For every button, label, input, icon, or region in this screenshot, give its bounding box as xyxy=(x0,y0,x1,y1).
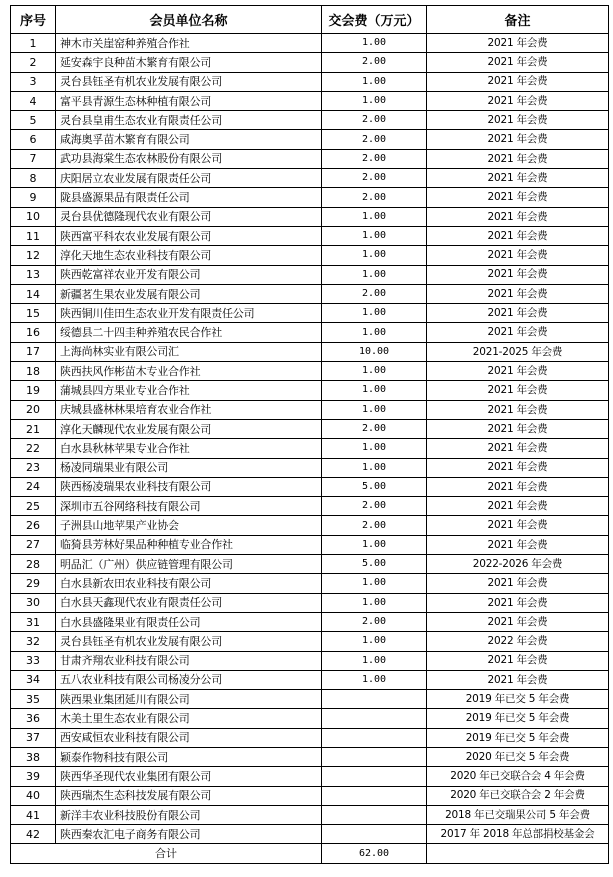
row-note: 2020 年已交联合会 2 年会费 xyxy=(427,786,609,805)
row-number: 5 xyxy=(11,111,56,130)
fee-amount: 1.00 xyxy=(322,265,427,284)
table-row xyxy=(11,400,609,419)
fee-amount: 2.00 xyxy=(322,497,427,516)
row-number: 9 xyxy=(11,188,56,207)
fee-amount: 2.00 xyxy=(322,149,427,168)
table-row xyxy=(11,381,609,400)
row-note: 2021 年会费 xyxy=(427,670,609,689)
fee-amount: 2.00 xyxy=(322,53,427,72)
member-name: 陕西秦农汇电子商务有限公司 xyxy=(56,825,322,844)
fee-amount: 1.00 xyxy=(322,439,427,458)
fee-amount: 1.00 xyxy=(322,381,427,400)
row-number: 10 xyxy=(11,207,56,226)
table-row xyxy=(11,612,609,631)
row-note: 2021 年会费 xyxy=(427,458,609,477)
fee-amount: 1.00 xyxy=(322,670,427,689)
row-note: 2021 年会费 xyxy=(427,188,609,207)
member-name: 白水县秋林苹果专业合作社 xyxy=(56,439,322,458)
member-name: 灵台县优德隆现代农业有限公司 xyxy=(56,207,322,226)
fee-amount xyxy=(322,805,427,824)
member-name: 西安咸恒农业科技有限公司 xyxy=(56,728,322,747)
member-name: 白水县新农田农业科技有限公司 xyxy=(56,574,322,593)
row-note: 2019 年已交 5 年会费 xyxy=(427,690,609,709)
member-name: 咸海奥孚苗木繁育有限公司 xyxy=(56,130,322,149)
table-row xyxy=(11,709,609,728)
table-row xyxy=(11,342,609,361)
fee-amount: 2.00 xyxy=(322,419,427,438)
member-name: 明品汇（广州）供应链管理有限公司 xyxy=(56,555,322,574)
row-note: 2021 年会费 xyxy=(427,381,609,400)
fee-amount: 1.00 xyxy=(322,651,427,670)
table-row xyxy=(11,593,609,612)
fee-amount xyxy=(322,728,427,747)
fee-amount: 1.00 xyxy=(322,574,427,593)
fee-amount: 1.00 xyxy=(322,246,427,265)
table-row xyxy=(11,323,609,342)
row-note: 2021 年会费 xyxy=(427,149,609,168)
row-note: 2021 年会费 xyxy=(427,72,609,91)
row-number: 27 xyxy=(11,535,56,554)
row-number: 3 xyxy=(11,72,56,91)
row-note: 2021 年会费 xyxy=(427,53,609,72)
total-row xyxy=(11,844,609,863)
header-note: 备注 xyxy=(427,6,609,34)
table-row xyxy=(11,246,609,265)
fee-amount: 1.00 xyxy=(322,72,427,91)
row-number: 35 xyxy=(11,690,56,709)
member-name: 陕西铜川佳田生态农业开发有限责任公司 xyxy=(56,304,322,323)
member-name: 陕西扶风作彬苗木专业合作社 xyxy=(56,362,322,381)
table-row xyxy=(11,574,609,593)
fee-amount: 1.00 xyxy=(322,304,427,323)
member-name: 绥德县二十四圭种养殖农民合作社 xyxy=(56,323,322,342)
fee-amount: 1.00 xyxy=(322,458,427,477)
row-note: 2021 年会费 xyxy=(427,419,609,438)
row-number: 19 xyxy=(11,381,56,400)
row-note: 2021 年会费 xyxy=(427,497,609,516)
row-number: 26 xyxy=(11,516,56,535)
row-number: 2 xyxy=(11,53,56,72)
row-number: 20 xyxy=(11,400,56,419)
table-row xyxy=(11,728,609,747)
row-note: 2021 年会费 xyxy=(427,265,609,284)
row-number: 22 xyxy=(11,439,56,458)
row-note: 2021 年会费 xyxy=(427,362,609,381)
row-note: 2021 年会费 xyxy=(427,246,609,265)
row-note: 2021 年会费 xyxy=(427,130,609,149)
member-name: 陕西华圣现代农业集团有限公司 xyxy=(56,767,322,786)
row-note: 2021 年会费 xyxy=(427,323,609,342)
member-name: 木美土里生态农业有限公司 xyxy=(56,709,322,728)
member-name: 灵台县皇甫生态农业有限责任公司 xyxy=(56,111,322,130)
member-name: 武功县海棠生态农林股份有限公司 xyxy=(56,149,322,168)
row-number: 24 xyxy=(11,477,56,496)
member-name: 新洋丰农业科技股份有限公司 xyxy=(56,805,322,824)
row-number: 21 xyxy=(11,419,56,438)
table-row xyxy=(11,477,609,496)
header-fee: 交会费（万元） xyxy=(322,6,427,34)
fee-amount: 2.00 xyxy=(322,130,427,149)
fee-amount xyxy=(322,690,427,709)
member-name: 庆阳居立农业发展有限责任公司 xyxy=(56,169,322,188)
row-note: 2021 年会费 xyxy=(427,226,609,245)
fee-amount: 1.00 xyxy=(322,323,427,342)
member-name: 颖泰作物科技有限公司 xyxy=(56,747,322,766)
row-number: 4 xyxy=(11,91,56,110)
fee-amount: 5.00 xyxy=(322,477,427,496)
table-row xyxy=(11,188,609,207)
fee-amount: 1.00 xyxy=(322,535,427,554)
row-number: 42 xyxy=(11,825,56,844)
row-number: 16 xyxy=(11,323,56,342)
row-note: 2021 年会费 xyxy=(427,91,609,110)
member-name: 上海尚林实业有限公司汇 xyxy=(56,342,322,361)
row-note: 2021 年会费 xyxy=(427,593,609,612)
member-name: 白水县盛隆果业有限责任公司 xyxy=(56,612,322,631)
row-number: 18 xyxy=(11,362,56,381)
row-note: 2021 年会费 xyxy=(427,612,609,631)
table-row xyxy=(11,767,609,786)
row-note: 2020 年已交 5 年会费 xyxy=(427,747,609,766)
table-row xyxy=(11,535,609,554)
row-number: 34 xyxy=(11,670,56,689)
row-number: 8 xyxy=(11,169,56,188)
member-name: 淳化天地生态农业科技有限公司 xyxy=(56,246,322,265)
row-number: 30 xyxy=(11,593,56,612)
table-row xyxy=(11,516,609,535)
row-number: 40 xyxy=(11,786,56,805)
member-name: 白水县天鑫现代农业有限责任公司 xyxy=(56,593,322,612)
member-name: 蒲城县四方果业专业合作社 xyxy=(56,381,322,400)
table-row xyxy=(11,786,609,805)
table-row xyxy=(11,265,609,284)
row-note: 2021 年会费 xyxy=(427,207,609,226)
table-row xyxy=(11,825,609,844)
table-row xyxy=(11,91,609,110)
fee-amount: 2.00 xyxy=(322,284,427,303)
member-name: 延安森宇良种苗木繁育有限公司 xyxy=(56,53,322,72)
table-row xyxy=(11,747,609,766)
member-name: 神木市关崖窑种养殖合作社 xyxy=(56,34,322,53)
row-number: 12 xyxy=(11,246,56,265)
table-row xyxy=(11,53,609,72)
member-name: 陕西乾富祥农业开发有限公司 xyxy=(56,265,322,284)
row-number: 33 xyxy=(11,651,56,670)
table-row xyxy=(11,111,609,130)
table-row xyxy=(11,72,609,91)
row-note: 2021 年会费 xyxy=(427,439,609,458)
row-note: 2019 年已交 5 年会费 xyxy=(427,709,609,728)
member-name: 陕西瑞杰生态科技发展有限公司 xyxy=(56,786,322,805)
header-no: 序号 xyxy=(11,6,56,34)
table-row xyxy=(11,419,609,438)
row-number: 32 xyxy=(11,632,56,651)
fee-amount: 1.00 xyxy=(322,34,427,53)
row-note: 2022 年会费 xyxy=(427,632,609,651)
total-fee: 62.00 xyxy=(322,844,427,863)
fee-amount xyxy=(322,709,427,728)
row-number: 1 xyxy=(11,34,56,53)
table-row xyxy=(11,130,609,149)
row-number: 31 xyxy=(11,612,56,631)
header-row xyxy=(11,6,609,34)
table-row xyxy=(11,555,609,574)
member-name: 临猗县芳林好果品种种植专业合作社 xyxy=(56,535,322,554)
row-note: 2019 年已交 5 年会费 xyxy=(427,728,609,747)
fee-amount xyxy=(322,747,427,766)
fee-amount: 1.00 xyxy=(322,632,427,651)
fee-amount xyxy=(322,825,427,844)
row-note: 2021 年会费 xyxy=(427,284,609,303)
row-number: 37 xyxy=(11,728,56,747)
row-number: 13 xyxy=(11,265,56,284)
row-number: 7 xyxy=(11,149,56,168)
member-name: 甘肃齐翔农业科技有限公司 xyxy=(56,651,322,670)
fee-amount: 1.00 xyxy=(322,362,427,381)
member-name: 子洲县山地苹果产业协会 xyxy=(56,516,322,535)
fee-amount: 2.00 xyxy=(322,111,427,130)
row-note: 2018 年已交瑞果公司 5 年会费 xyxy=(427,805,609,824)
member-name: 新疆茗生果农业发展有限公司 xyxy=(56,284,322,303)
row-number: 11 xyxy=(11,226,56,245)
table-row xyxy=(11,670,609,689)
row-note: 2021 年会费 xyxy=(427,574,609,593)
fee-amount: 2.00 xyxy=(322,169,427,188)
fee-amount: 1.00 xyxy=(322,400,427,419)
table-row xyxy=(11,149,609,168)
row-number: 41 xyxy=(11,805,56,824)
table-row xyxy=(11,169,609,188)
member-name: 陕西富平科农农业发展有限公司 xyxy=(56,226,322,245)
row-note: 2021 年会费 xyxy=(427,400,609,419)
table-row xyxy=(11,458,609,477)
table-row xyxy=(11,207,609,226)
total-label: 合计 xyxy=(11,844,322,863)
table-row xyxy=(11,805,609,824)
row-number: 29 xyxy=(11,574,56,593)
row-note: 2021 年会费 xyxy=(427,651,609,670)
table-row xyxy=(11,632,609,651)
row-note: 2021-2025 年会费 xyxy=(427,342,609,361)
row-number: 23 xyxy=(11,458,56,477)
row-note: 2017 年 2018 年总部捐校基金会 xyxy=(427,825,609,844)
row-number: 36 xyxy=(11,709,56,728)
member-name: 庆城县盛林林果培育农业合作社 xyxy=(56,400,322,419)
table-row xyxy=(11,362,609,381)
fee-amount: 2.00 xyxy=(322,188,427,207)
row-number: 17 xyxy=(11,342,56,361)
row-note: 2021 年会费 xyxy=(427,169,609,188)
row-number: 39 xyxy=(11,767,56,786)
member-fee-table xyxy=(10,5,609,864)
fee-amount: 2.00 xyxy=(322,612,427,631)
row-number: 28 xyxy=(11,555,56,574)
header-name: 会员单位名称 xyxy=(56,6,322,34)
row-number: 6 xyxy=(11,130,56,149)
table-row xyxy=(11,497,609,516)
table-row xyxy=(11,284,609,303)
member-name: 五八农业科技有限公司杨凌分公司 xyxy=(56,670,322,689)
fee-amount: 1.00 xyxy=(322,593,427,612)
fee-amount xyxy=(322,786,427,805)
row-note: 2021 年会费 xyxy=(427,111,609,130)
row-number: 14 xyxy=(11,284,56,303)
row-note: 2021 年会费 xyxy=(427,477,609,496)
row-note: 2021 年会费 xyxy=(427,34,609,53)
fee-amount: 5.00 xyxy=(322,555,427,574)
row-note: 2021 年会费 xyxy=(427,516,609,535)
fee-amount: 1.00 xyxy=(322,207,427,226)
table-row xyxy=(11,34,609,53)
table-row xyxy=(11,651,609,670)
row-note: 2021 年会费 xyxy=(427,535,609,554)
row-number: 38 xyxy=(11,747,56,766)
member-name: 杨凌同瑞果业有限公司 xyxy=(56,458,322,477)
fee-amount xyxy=(322,767,427,786)
table-row xyxy=(11,304,609,323)
member-name: 陕西果业集团延川有限公司 xyxy=(56,690,322,709)
member-name: 深圳市五谷网络科技有限公司 xyxy=(56,497,322,516)
table-row xyxy=(11,439,609,458)
row-number: 25 xyxy=(11,497,56,516)
fee-amount: 10.00 xyxy=(322,342,427,361)
row-number: 15 xyxy=(11,304,56,323)
member-name: 陇县盛源果品有限责任公司 xyxy=(56,188,322,207)
fee-amount: 1.00 xyxy=(322,91,427,110)
total-note xyxy=(427,844,609,863)
member-name: 灵台县钰圣有机农业发展有限公司 xyxy=(56,632,322,651)
member-name: 灵台县钰圣有机农业发展有限公司 xyxy=(56,72,322,91)
member-name: 淳化天麟现代农业发展有限公司 xyxy=(56,419,322,438)
fee-amount: 1.00 xyxy=(322,226,427,245)
member-name: 富平县青源生态林种植有限公司 xyxy=(56,91,322,110)
row-note: 2020 年已交联合会 4 年会费 xyxy=(427,767,609,786)
table-row xyxy=(11,690,609,709)
fee-amount: 2.00 xyxy=(322,516,427,535)
row-note: 2021 年会费 xyxy=(427,304,609,323)
member-name: 陕西杨凌瑞果农业科技有限公司 xyxy=(56,477,322,496)
row-note: 2022-2026 年会费 xyxy=(427,555,609,574)
table-row xyxy=(11,226,609,245)
